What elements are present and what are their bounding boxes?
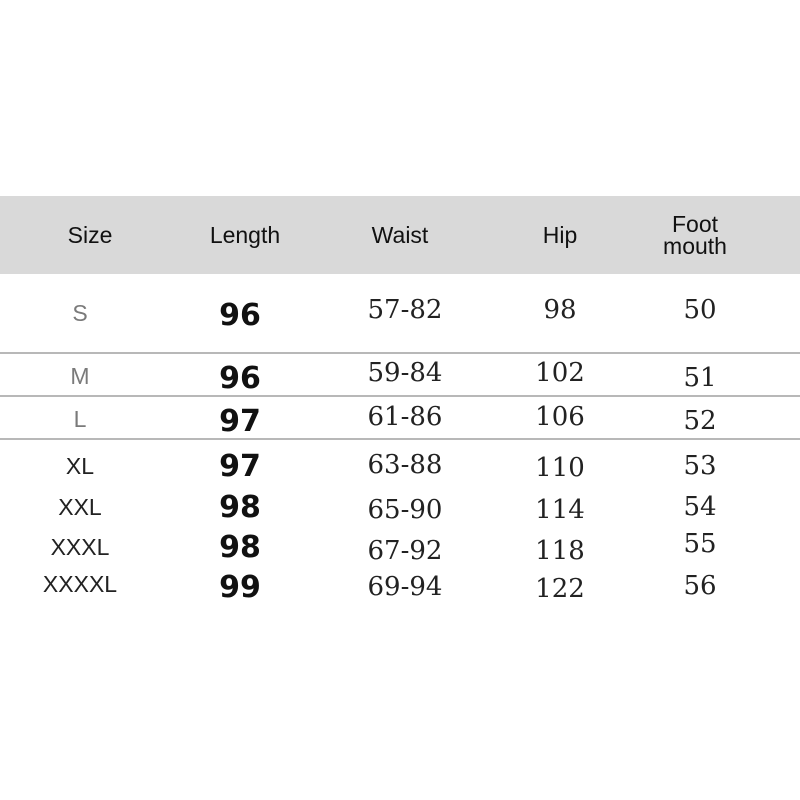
- header-waist: Waist: [371, 222, 429, 248]
- cell-hip: 122: [535, 574, 585, 604]
- cell-waist: 59-84: [367, 358, 443, 388]
- cell-hip: 98: [543, 295, 577, 325]
- header-hip: Hip: [542, 222, 578, 248]
- cell-length: 97: [219, 448, 261, 484]
- cell-waist: 57-82: [367, 295, 443, 325]
- cell-waist: 61-86: [367, 402, 443, 432]
- cell-length: 96: [219, 297, 261, 333]
- cell-length: 96: [219, 360, 261, 396]
- cell-waist: 67-92: [367, 536, 443, 566]
- cell-size: XL: [65, 452, 95, 479]
- cell-length: 98: [219, 529, 261, 565]
- cell-size: S: [72, 299, 88, 326]
- cell-length: 99: [219, 569, 261, 605]
- cell-size: XXL: [58, 493, 102, 520]
- cell-foot-mouth: 56: [683, 571, 717, 601]
- cell-waist: 69-94: [367, 572, 443, 602]
- header-length: Length: [209, 222, 281, 248]
- cell-hip: 114: [535, 495, 585, 525]
- cell-foot-mouth: 54: [683, 492, 717, 522]
- cell-hip: 110: [535, 453, 585, 483]
- cell-length: 97: [219, 403, 261, 439]
- cell-size: XXXL: [50, 533, 110, 560]
- cell-hip: 106: [535, 402, 585, 432]
- cell-foot-mouth: 50: [683, 295, 717, 325]
- cell-foot-mouth: 55: [683, 529, 717, 559]
- cell-length: 98: [219, 489, 261, 525]
- header-foot-mouth: Foot mouth: [663, 211, 727, 259]
- header-size: Size: [67, 222, 113, 248]
- cell-hip: 102: [535, 358, 585, 388]
- cell-waist: 63-88: [367, 450, 443, 480]
- cell-size: L: [73, 405, 87, 432]
- cell-size: XXXXL: [42, 570, 118, 597]
- cell-waist: 65-90: [367, 495, 443, 525]
- cell-foot-mouth: 53: [683, 451, 717, 481]
- cell-foot-mouth: 52: [683, 406, 717, 436]
- cell-foot-mouth: 51: [683, 363, 717, 393]
- cell-hip: 118: [535, 536, 585, 566]
- cell-size: M: [70, 362, 90, 389]
